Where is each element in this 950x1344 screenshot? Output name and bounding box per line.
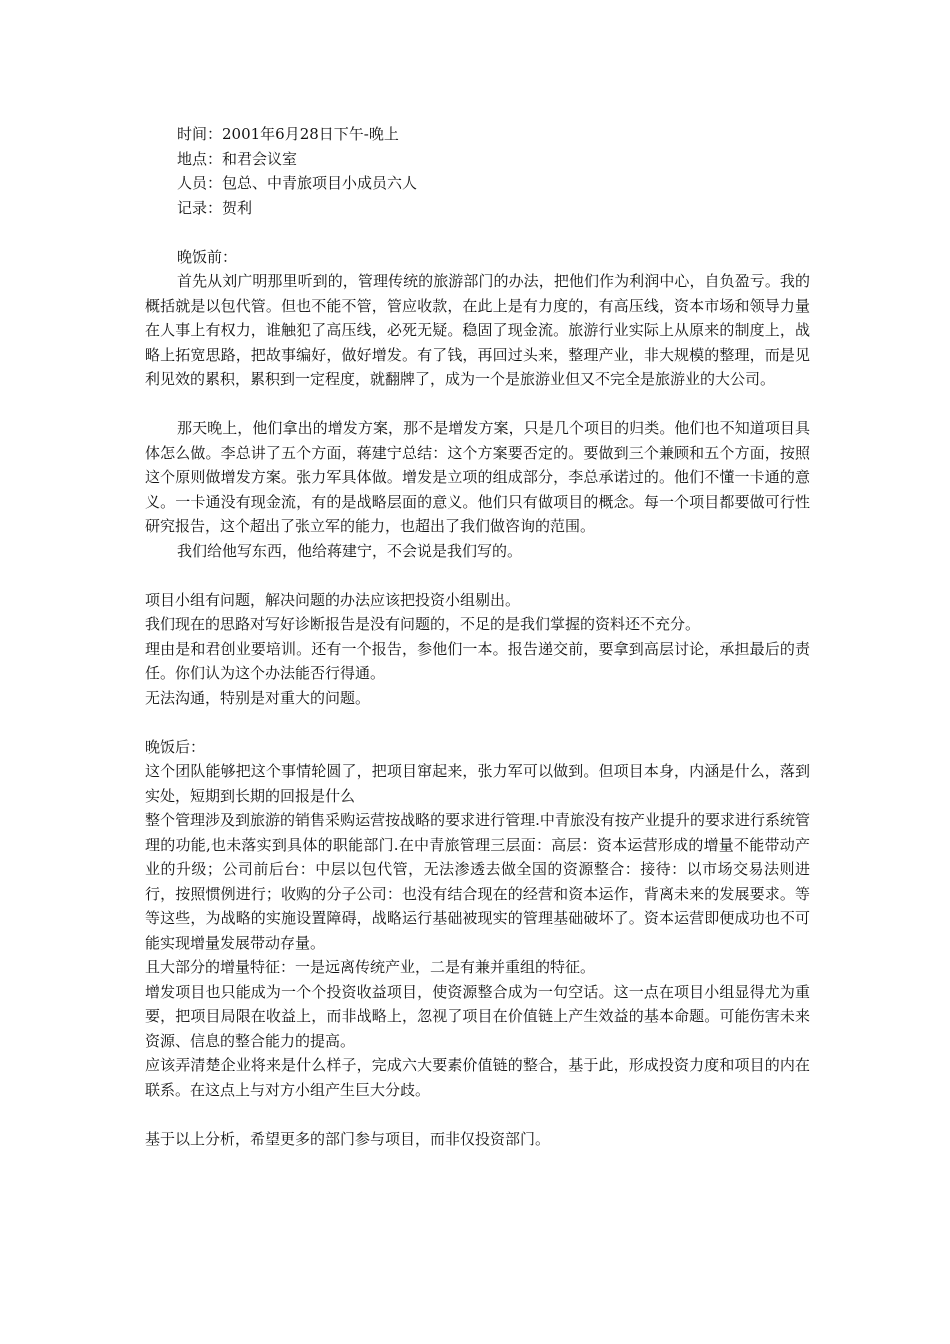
- spacer: [145, 1102, 810, 1127]
- before-dinner-paragraph: 首先从刘广明那里听到的，管理传统的旅游部门的办法，把他们作为利润中心，自负盈亏。我的概括就是以包代管。但也不能不管，管应收款，在此上是有力度的，有高压线，资本市场和领导力量在人事上有权力，谁触犯了高压线，必死无疑。稳固了现金流。旅游行业实际上从原来的制度上，战略上拓宽思路，把故事编好，做好增发。有了钱，再回过头来，整理产业，非大规模的整理，而是见利见效的累积，累积到一定程度，就翻牌了，成为一个是旅游业但又不完全是旅游业的大公司。: [145, 272, 810, 388]
- before-dinner-paragraph: 我们给他写东西，他给蒋建宁，不会说是我们写的。: [177, 541, 523, 560]
- spacer: [145, 710, 810, 735]
- after-dinner-paragraph: 整个管理涉及到旅游的销售采购运营按战略的要求进行管理.中青旅没有按产业提升的要求进行系统管理的功能,也未落实到具体的职能部门.在中青旅管理三层面：高层：资本运营形成的增量不能带动产业的升级；公司前后台：中层以包代管，无法渗透去做全国的资源整合：接待：以市场交易法则进行，按照惯例进行；收购的分子公司：也没有结合现在的经营和资本运作，背离未来的发展要求。等等这些，为战略的实施设置障碍，战略运行基础被现实的管理基础破坏了。资本运营即便成功也不可能实现增量发展带动存量。: [145, 811, 810, 952]
- spacer: [145, 563, 810, 588]
- before-dinner-heading: 晚饭前：: [177, 247, 238, 266]
- after-dinner-paragraph: 且大部分的增量特征：一是远离传统产业，二是有兼并重组的特征。: [145, 958, 596, 976]
- document-page: [145, 122, 810, 1151]
- after-dinner-paragraph: 这个团队能够把这个事情轮圆了，把项目窜起来，张力军可以做到。但项目本身，内涵是什么，落到实处，短期到长期的回报是什么: [145, 762, 810, 805]
- after-dinner-paragraph: 增发项目也只能成为一个个投资收益项目，使资源整合成为一句空话。这一点在项目小组显得尤为重要，把项目局限在收益上，而非战略上，忽视了项目在价值链上产生效益的基本命题。可能伤害未来资源、信息的整合能力的提高。: [145, 982, 810, 1050]
- middle-paragraph: 无法沟通，特别是对重大的问题。: [145, 688, 371, 707]
- meeting-recorder: 记录：贺利: [177, 198, 253, 217]
- meeting-place: 地点：和君会议室: [177, 149, 298, 168]
- middle-paragraph: 项目小组有问题，解决问题的办法应该把投资小组剔出。: [145, 590, 521, 609]
- middle-paragraph: 理由是和君创业要培训。还有一个报告，参他们一本。报告递交前，要拿到高层讨论，承担最后的责任。你们认为这个办法能否行得通。: [145, 639, 810, 682]
- meeting-time: 时间：2001年6月28日下午-晚上: [177, 125, 399, 143]
- spacer: [145, 220, 810, 245]
- after-dinner-heading: 晚饭后：: [145, 737, 206, 756]
- after-dinner-paragraph: 应该弄清楚企业将来是什么样子，完成六大要素价值链的整合，基于此，形成投资力度和项目的内在联系。在这点上与对方小组产生巨大分歧。: [145, 1056, 810, 1099]
- spacer: [145, 392, 810, 417]
- before-dinner-paragraph: 那天晚上，他们拿出的增发方案，那不是增发方案，只是几个项目的归类。他们也不知道项目具体怎么做。李总讲了五个方面，蒋建宁总结：这个方案要否定的。要做到三个兼顾和五个方面，按照这个原则做增发方案。张力军具体做。增发是立项的组成部分，李总承诺过的。他们不懂一卡通的意义。一卡通没有现金流，有的是战略层面的意义。他们只有做项目的概念。每一个项目都要做可行性研究报告，这个超出了张立军的能力，也超出了我们做咨询的范围。: [145, 419, 810, 535]
- meeting-attendees: 人员：包总、中青旅项目小成员六人: [177, 174, 418, 192]
- conclusion: 基于以上分析，希望更多的部门参与项目，而非仅投资部门。: [145, 1129, 551, 1148]
- middle-paragraph: 我们现在的思路对写好诊断报告是没有问题的，不足的是我们掌握的资料还不充分。: [145, 615, 701, 633]
